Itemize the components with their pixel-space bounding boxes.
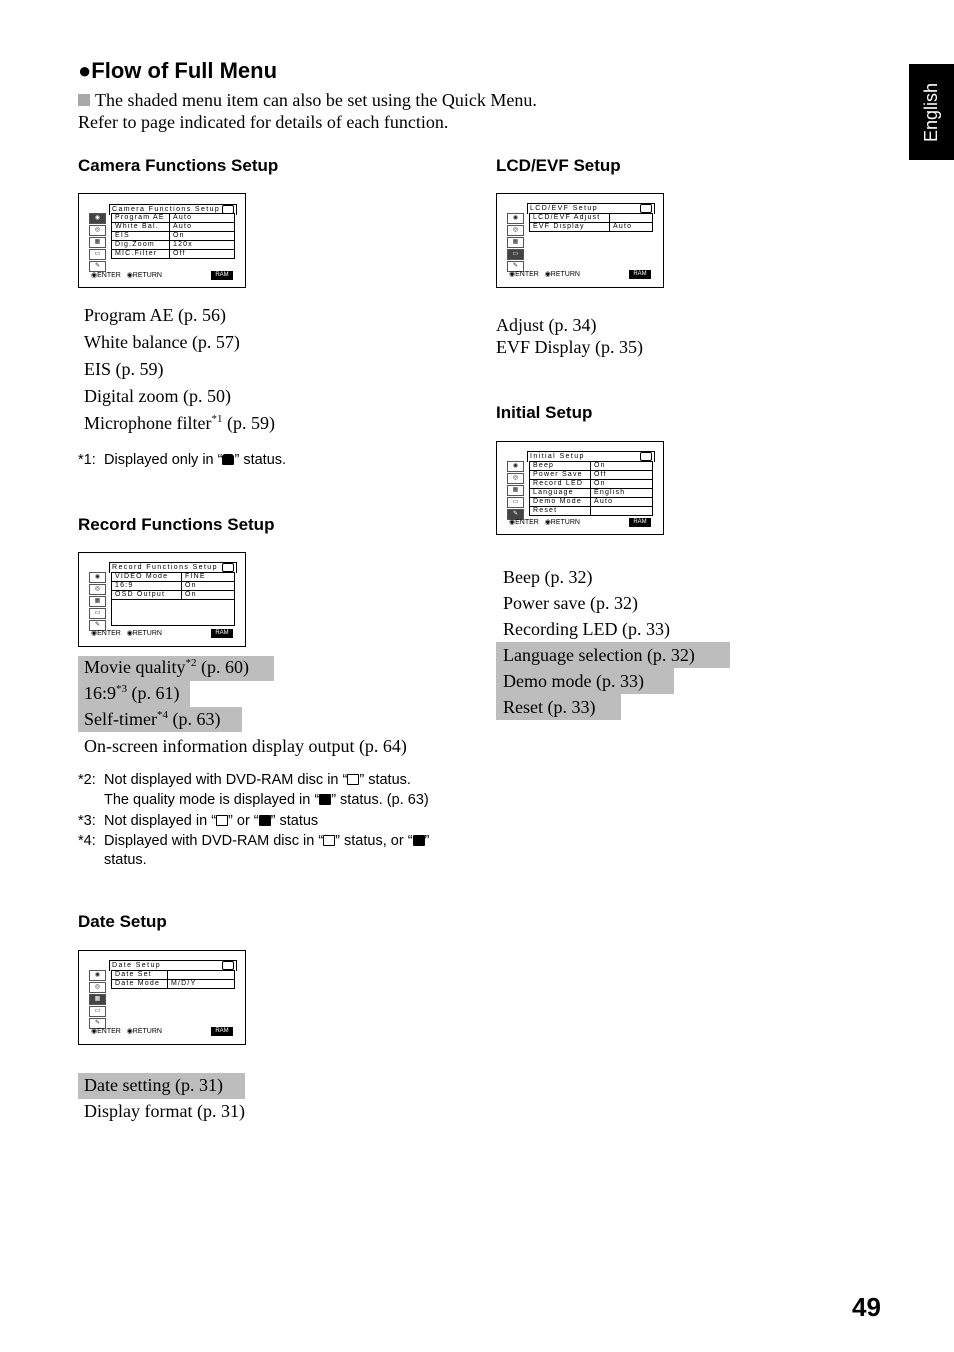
lcd-evf-heading: LCD/EVF Setup (496, 156, 621, 175)
list-item: Movie quality$^{*2}$ (p. 60) (84, 657, 249, 677)
initial-setup-heading: Initial Setup (496, 403, 593, 422)
table-row: Demo Mode Auto (530, 498, 653, 507)
table-row: Dig.Zoom 120x (112, 241, 235, 250)
bullet-icon: ● (78, 58, 92, 83)
list-item: Adjust (p. 34) (496, 315, 597, 335)
list-item: Microphone filter$^{*1}$ (p. 59) (84, 413, 275, 433)
record-functions-list (84, 654, 407, 760)
enter-icon: ◉ (91, 272, 98, 279)
table-row: EIS On (112, 232, 235, 241)
record-functions-screen (78, 552, 246, 647)
list-item: Beep (p. 32) (503, 567, 593, 587)
page-number: 49 (852, 1292, 881, 1322)
dvd-ram-video-icon (413, 835, 425, 846)
list-item: Language selection (p. 32) (503, 645, 695, 665)
dvd-ram-video-icon (259, 815, 271, 826)
camera-functions-list (84, 302, 275, 437)
monitor-icon: ▭ (507, 497, 524, 508)
table-row: LCD/EVF Adjust (530, 214, 653, 223)
wrench-icon: ✎ (89, 620, 106, 631)
enter-icon: ◉ (91, 630, 98, 637)
dvd-ram-badge: RAM (629, 518, 651, 527)
screen-title: Camera Functions Setup (109, 204, 237, 215)
lcd-evf-list (496, 314, 643, 358)
menu-icon-column (507, 461, 524, 521)
lcd-evf-screen (496, 193, 664, 288)
initial-setup-screen (496, 441, 664, 535)
screen-footer: ◉ENTER ◉RETURN (91, 1028, 162, 1035)
intro-text: The shaded menu item can also be set using the Quick Menu. Refer to page indicated for details of each function. (78, 90, 537, 132)
still-camera-icon (347, 774, 359, 785)
table-row: White Bal. Auto (112, 223, 235, 232)
language-tab: English (909, 64, 954, 160)
screen-footer: ◉ENTER ◉RETURN (509, 519, 580, 526)
still-camera-icon (216, 815, 228, 826)
dvd-ram-badge: RAM (211, 629, 233, 638)
enter-icon: ◉ (91, 1028, 98, 1035)
return-icon: ◉ (544, 271, 551, 278)
list-item: 16:9$^{*3}$ (p. 61) (84, 683, 180, 703)
date-menu-table (111, 970, 235, 989)
calendar-icon: ▦ (507, 237, 524, 248)
wrench-icon: ✎ (89, 1018, 106, 1029)
footnote-2: *2: Not displayed with DVD-RAM disc in “ ” status. The quality mode is displayed in “ ” status. (p. 63) (78, 772, 429, 808)
return-icon: ◉ (544, 519, 551, 526)
list-item: EIS (p. 59) (84, 359, 164, 379)
table-row: Program AE Auto (112, 214, 235, 223)
movie-camera-icon (222, 454, 234, 465)
camera-icon: ◉ (507, 213, 524, 224)
date-setup-list (84, 1072, 245, 1124)
calendar-icon: ▦ (89, 994, 106, 1005)
calendar-icon: ▦ (507, 485, 524, 496)
section-title: ●Flow of Full Menu (78, 58, 278, 83)
list-item: Demo mode (p. 33) (503, 671, 644, 691)
wrench-icon: ✎ (89, 261, 106, 272)
list-item: Self-timer$^{*4}$ (p. 63) (84, 709, 221, 729)
table-row: Reset (530, 507, 653, 516)
shaded-square-icon (78, 94, 90, 106)
dvd-ram-badge: RAM (211, 271, 233, 280)
table-row: Date Set (112, 971, 235, 980)
menu-icon-column (89, 970, 106, 1030)
list-item: Recording LED (p. 33) (503, 619, 670, 639)
camera-icon: ◉ (89, 213, 106, 224)
list-item: White balance (p. 57) (84, 332, 240, 352)
screen-footer: ◉ENTER ◉RETURN (509, 271, 580, 278)
camera-mini-icon (222, 961, 234, 970)
camera-functions-screen (78, 193, 246, 288)
enter-icon: ◉ (509, 519, 516, 526)
list-item: Date setting (p. 31) (84, 1075, 223, 1095)
list-item: Digital zoom (p. 50) (84, 386, 231, 406)
dvd-ram-video-icon (319, 794, 331, 805)
table-row: Beep On (530, 462, 653, 471)
footnotes-2-4 (78, 771, 429, 871)
screen-title: Date Setup (109, 960, 237, 971)
camera-mini-icon (640, 452, 652, 461)
camera-icon: ◉ (89, 572, 106, 583)
lcd-menu-table (529, 213, 653, 232)
return-icon: ◉ (126, 272, 133, 279)
camera-icon: ◉ (507, 461, 524, 472)
table-row: Date Mode M/D/Y (112, 980, 235, 989)
table-empty-area (111, 600, 235, 626)
record-icon: ◎ (507, 473, 524, 484)
table-row: VIDEO Mode FINE (112, 573, 235, 582)
record-icon: ◎ (89, 982, 106, 993)
camera-menu-table (111, 213, 235, 259)
wrench-icon: ✎ (507, 509, 524, 520)
calendar-icon: ▦ (89, 596, 106, 607)
wrench-icon: ✎ (507, 261, 524, 272)
monitor-icon: ▭ (89, 1006, 106, 1017)
menu-icon-column (89, 213, 106, 273)
record-icon: ◎ (89, 225, 106, 236)
monitor-icon: ▭ (89, 249, 106, 260)
camera-mini-icon (222, 563, 234, 572)
table-row: Language English (530, 489, 653, 498)
still-camera-icon (323, 835, 335, 846)
record-functions-heading: Record Functions Setup (78, 515, 275, 534)
footnote-1: *1: Displayed only in “ ” status. (78, 452, 287, 468)
calendar-icon: ▦ (89, 237, 106, 248)
initial-setup-list (503, 564, 695, 720)
camera-functions-heading: Camera Functions Setup (78, 156, 279, 175)
list-item: Program AE (p. 56) (84, 305, 226, 325)
table-row: Record LED On (530, 480, 653, 489)
screen-title: Record Functions Setup (109, 562, 237, 573)
date-setup-screen (78, 950, 246, 1045)
table-row: OSD Output On (112, 591, 235, 600)
dvd-ram-badge: RAM (211, 1027, 233, 1036)
record-menu-table (111, 572, 235, 600)
menu-icon-column (89, 572, 106, 632)
record-icon: ◎ (89, 584, 106, 595)
record-icon: ◎ (507, 225, 524, 236)
table-row: Power Save Off (530, 471, 653, 480)
list-item: Reset (p. 33) (503, 697, 596, 717)
screen-title: Initial Setup (527, 451, 655, 462)
screen-footer: ◉ENTER ◉RETURN (91, 630, 162, 637)
camera-mini-icon (640, 204, 652, 213)
screen-footer: ◉ENTER ◉RETURN (91, 272, 162, 279)
footnote-4: *4: Displayed with DVD-RAM disc in “ ” status, or “ ” status. (78, 832, 430, 868)
initial-menu-table (529, 461, 653, 516)
date-setup-heading: Date Setup (78, 912, 167, 931)
list-item: Display format (p. 31) (84, 1101, 245, 1121)
table-row: MIC.Filter Off (112, 250, 235, 259)
camera-icon: ◉ (89, 970, 106, 981)
table-row: 16:9 On (112, 582, 235, 591)
return-icon: ◉ (126, 630, 133, 637)
return-icon: ◉ (126, 1028, 133, 1035)
dvd-ram-badge: RAM (629, 270, 651, 279)
enter-icon: ◉ (509, 271, 516, 278)
monitor-icon: ▭ (507, 249, 524, 260)
table-row: EVF Display Auto (530, 223, 653, 232)
list-item: On-screen information display output (p. 64) (84, 736, 407, 756)
footnote-3: *3: Not displayed in “ ” or “ ” status (78, 813, 319, 829)
screen-title: LCD/EVF Setup (527, 203, 655, 214)
menu-icon-column (507, 213, 524, 273)
monitor-icon: ▭ (89, 608, 106, 619)
list-item: Power save (p. 32) (503, 593, 638, 613)
list-item: EVF Display (p. 35) (496, 337, 643, 357)
